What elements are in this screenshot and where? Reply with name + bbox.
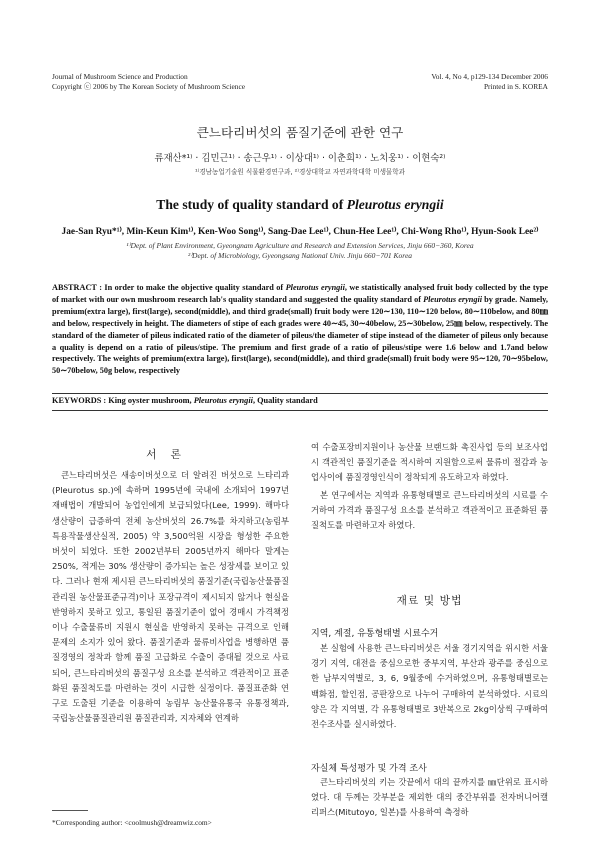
affiliation-english-1: ¹⁾Dept. of Plant Environment, Gyeongnam Agriculture and Research and Extension Services, Jinju 660−360, Korea (126, 241, 474, 250)
methods-sampling-paragraph: 본 실험에 사용한 큰느타리버섯은 서울 경기지역을 위시한 서울 경기 지역, 대전을 중심으로한 중부지역, 부산과 광주를 중심으로 한 남부지역별로, 3, 6, 9월중에 수거하였으며, 유통형태별로는 백화점, 할인점, 공판장으로 나누어 구매하여 분석하였다. 시료의 양은 각 지역별, 각 유통형태별로 3반복으로 2kg이상씩 구매하여 전수조사를 실시하였다. (311, 643, 548, 730)
abstract-species-2: Pleurotus eryngii (423, 294, 483, 304)
keywords (52, 396, 548, 405)
keywords-label: KEYWORDS : (52, 396, 109, 405)
keywords-species: Pleurotus eryngii (193, 396, 253, 405)
title-english-species: Pleurotus eryngii (346, 197, 444, 212)
title-english-prefix: The study of quality standard of (156, 197, 347, 212)
abstract-part1: In order to make the objective quality standard of (104, 283, 286, 292)
keywords-bottom-rule (52, 410, 548, 411)
abstract-label: ABSTRACT : (52, 283, 105, 292)
right-column-intro (311, 440, 548, 533)
volume-info (431, 72, 548, 91)
journal-name: Journal of Mushroom Science and Production (52, 72, 188, 81)
intro-column (52, 468, 289, 726)
journal-info (52, 72, 245, 91)
footnote-rule (52, 810, 88, 811)
methods-evaluation-paragraph: 큰느타리버섯의 키는 갓끝에서 대의 끝까지를 ㎜단위로 표시하였다. 대 두께는 갓부분을 제외한 대의 중간부위를 전자버니어캘리퍼스(Mitutoyo, 일본)를 사용하여 측정하 (311, 777, 548, 818)
methods-subheading-sampling: 지역, 계절, 유통형태별 시료수거 (311, 629, 439, 639)
title-korean: 큰느타리버섯의 품질기준에 관한 연구 (196, 125, 404, 140)
printed-line: Printed in S. KOREA (483, 81, 548, 91)
keywords-top-rule (52, 393, 548, 394)
corresponding-author-footnote: *Corresponding author: <coolmush@dreamwiz.com> (52, 818, 212, 827)
abstract-species: Pleurotus eryngii (285, 283, 345, 292)
authors-english: Jae-San Ryu*¹⁾, Min-Keun Kim¹⁾, Ken-Woo Song¹⁾, Sang-Dae Lee¹⁾, Chun-Hee Lee¹⁾, Chi-Wong Rho¹⁾, Hyun-Sook Lee²⁾ (61, 227, 539, 237)
methods-subheading-evaluation: 자실체 특성평가 및 가격 조사 (311, 764, 427, 774)
methods-heading: 재료 및 방법 (396, 594, 463, 607)
methods-evaluation-column (311, 775, 548, 821)
intro-heading: 서론 (146, 448, 195, 461)
volume-line: Vol. 4, No 4, p129-134 December 2006 (431, 72, 548, 81)
copyright-line: Copyright ⓒ 2006 by The Korean Society of Mushroom Science (52, 81, 246, 91)
intro-continued-paragraph: 여 수출포장비지원이나 농산물 브랜드화 촉진사업 등의 보조사업시 객관적인 품질기준을 적시하여 지원함으로써 물류비 절감과 농업사이에 품질경영인식이 정착되게 유도하고자 하였다. (311, 442, 548, 483)
title-english (0, 197, 600, 213)
intro-aim-paragraph: 본 연구에서는 지역과 유통형태별로 큰느타리버섯의 시료를 수거하여 가격과 품질구성 요소를 분석하고 객관적이고 표준화된 품질척도를 마련하고자 하였다. (311, 489, 548, 531)
affiliation-korean: ¹⁾경남농업기술원 식물환경연구과, ²⁾경상대학교 자연과학대학 미생물학과 (194, 168, 406, 176)
abstract-part2: , we statistically analysed fruit body collected by the type of market with our own mushroom research lab's quality standard and suggested the quality standard of (52, 283, 549, 304)
keywords-part2: , Quality standard (252, 396, 318, 405)
intro-paragraph: 큰느타리버섯은 새송이버섯으로 더 알려진 버섯으로 느타리과(Pleurotus sp.)에 속하며 1995년에 국내에 소개되어 1997년 재배법이 개발되어 농업인에게 보급되었다(Lee, 1999). 해마다 생산량이 급증하여 전체 농산버섯의 26.7%를 차지하고(농림부 특용작물생산실적, 2005) 약 3,500억원 시장을 형성한 주요한 버섯이 되었다. 또한 2002년부터 2005년까지 해마다 말게는 250%, 적게는 30% 생산량이 증가되는 높은 성장세를 보이고 있다. 그러나 현재 제시된 큰느타리버섯의 품질기준(국립농산물품질관리원 농산물표준규격)이나 포장규격이 제시되지 않거나 현실을 반영하지 못하고 있고, 통일된 품질기준이 없어 경매시 가격책정이나 수출물류비 지원시 현실을 반영하지 못하는 규격으로 인해 문제의 소지가 있어 왔다. 품질기준과 물류비사업을 병행하면 품질경영의 정착과 함께 품질 고급화로 수출이 증대될 것으로 사료되어, 큰느타리버섯의 품질구성 요소를 분석하고 객관적이고 표준화된 품질척도를 마련하는 것이 시급한 실정이다. 품질표준화 연구로 도출된 기준을 이용하여 농림부 농산물유통국 유통정책과, 국립농산물품질관리원 품질관리과, 지자체와 연계하 (52, 470, 289, 724)
methods-sampling-column (311, 641, 548, 732)
abstract (52, 282, 548, 377)
affiliation-english (0, 241, 600, 261)
keywords-part1: King oyster mushroom, (108, 396, 194, 405)
affiliation-english-2: ²⁾Dept. of Microbiology, Gyeongsang National Univ. Jinju 660−701 Korea (187, 251, 413, 260)
authors-korean: 류재산*¹⁾ · 김민근¹⁾ · 송근우¹⁾ · 이상대¹⁾ · 이춘희¹⁾ · 노치웅¹⁾ · 이현숙²⁾ (154, 153, 446, 164)
abstract-part3: by grade. Namely, premium(extra large), first(large), second(middle), and third grade(small) fruit body were 120∼130, 110∼120 below, 80∼110below, and 80㎜ and below, respectively in height. The diameters of stipe of each grades were 40∼45, 30∼40below, 25∼30below, 25㎜ below, respectively. The standard of the diameter of pileus indicated ratio of the diameter of pileus/the diameter of stipe instead of the diameter of pileus only because a quality is depend on a ratio of pileus/stipe. The premium and first grade of a ratio of pileus/stipe were 1.6 below and 1.7and below respectively. The weights of premium(extra large), first(large), second(middle), and third grade(small) fruit body were 95∼120, 70∼95below, 50∼70below, 50g below, respectively (52, 294, 548, 376)
